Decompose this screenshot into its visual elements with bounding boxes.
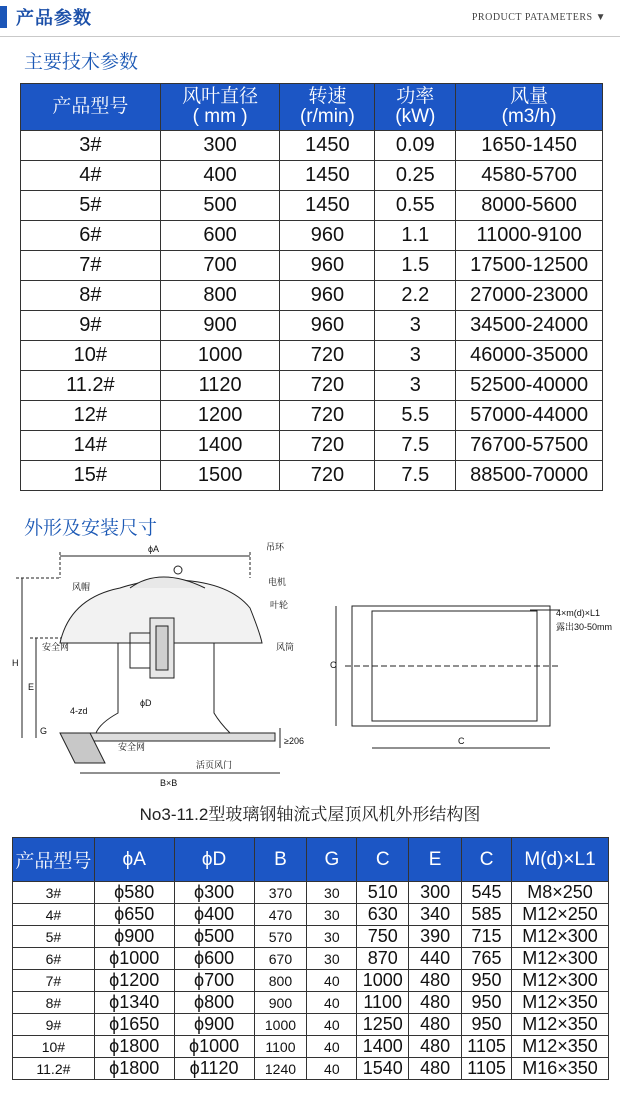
table-cell: M12×350 [512, 1014, 609, 1036]
table-cell: 11000-9100 [456, 221, 603, 251]
table-cell: 52500-40000 [456, 371, 603, 401]
table-row [13, 926, 609, 948]
table-cell: 4# [13, 904, 95, 926]
table-cell: 6# [21, 221, 161, 251]
table-cell: 800 [254, 970, 307, 992]
table-cell: 8000-5600 [456, 191, 603, 221]
table-row [13, 948, 609, 970]
table-cell: 400 [160, 161, 280, 191]
table-row [21, 311, 603, 341]
label-hood: 风帽 [72, 582, 91, 592]
table-cell: 1450 [280, 131, 375, 161]
table-cell: 88500-70000 [456, 461, 603, 491]
table2-header-cell: M(d)×L1 [512, 838, 609, 882]
table-cell: 670 [254, 948, 307, 970]
table-cell: ϕ800 [174, 992, 254, 1014]
label-phi-d: ϕD [140, 698, 152, 708]
table-cell: M12×300 [512, 948, 609, 970]
main-params-title: 主要技术参数 [24, 52, 139, 73]
table-cell: 720 [280, 371, 375, 401]
label-bxb: B×B [160, 778, 178, 788]
table-cell: 3# [13, 882, 95, 904]
table-cell: 6# [13, 948, 95, 970]
table1-header-line1: 风叶直径 [182, 86, 259, 107]
table-cell: 40 [307, 1058, 357, 1080]
table-cell: 0.09 [375, 131, 456, 161]
table-cell: 3 [375, 311, 456, 341]
table-cell: 7# [13, 970, 95, 992]
table-cell: 800 [160, 281, 280, 311]
table-row [13, 992, 609, 1014]
table-cell: 30 [307, 948, 357, 970]
table-cell: 300 [160, 131, 280, 161]
table-cell: 1500 [160, 461, 280, 491]
table1-header-row [21, 84, 603, 131]
label-phi-a: ϕA [148, 544, 160, 554]
label-safety-net: 安全网 [42, 642, 70, 652]
table-cell: 40 [307, 1036, 357, 1058]
table-cell: 3 [375, 341, 456, 371]
table-row [21, 161, 603, 191]
table-row [13, 882, 609, 904]
table1-header-line1: 转速 [308, 86, 347, 107]
table-cell: M16×350 [512, 1058, 609, 1080]
table-cell: 8# [13, 992, 95, 1014]
table-cell: 960 [280, 251, 375, 281]
table-row [21, 431, 603, 461]
table1-header-line2: (kW) [395, 106, 436, 127]
table-row [21, 191, 603, 221]
table-cell: 370 [254, 882, 307, 904]
table1-header-line1: 风量 [510, 86, 549, 107]
table-cell: 1200 [160, 401, 280, 431]
table-cell: 1240 [254, 1058, 307, 1080]
table-cell: 390 [409, 926, 462, 948]
table1-header-line1: 功率 [396, 86, 435, 107]
table-cell: 480 [409, 1014, 462, 1036]
table-cell: 630 [357, 904, 409, 926]
table-cell: M12×250 [512, 904, 609, 926]
table-cell: ϕ300 [174, 882, 254, 904]
label-c-vertical: C [330, 660, 337, 670]
table-cell: ϕ1000 [174, 1036, 254, 1058]
table-cell: 0.25 [375, 161, 456, 191]
table-cell: 1100 [357, 992, 409, 1014]
table-cell: 300 [409, 882, 462, 904]
table-cell: 1100 [254, 1036, 307, 1058]
label-h: H [12, 658, 19, 668]
table2-header-cell: G [307, 838, 357, 882]
table-cell: ϕ500 [174, 926, 254, 948]
table-cell: ϕ1650 [94, 1014, 174, 1036]
table-cell: M12×350 [512, 992, 609, 1014]
table-cell: 7.5 [375, 431, 456, 461]
table-cell: ϕ900 [94, 926, 174, 948]
table-cell: 2.2 [375, 281, 456, 311]
table-cell: 1400 [357, 1036, 409, 1058]
table-row [21, 131, 603, 161]
table1-header-line2: ( mm ) [192, 106, 248, 127]
table-cell: 40 [307, 1014, 357, 1036]
table-cell: 765 [462, 948, 512, 970]
table-cell: M12×300 [512, 970, 609, 992]
table-cell: 57000-44000 [456, 401, 603, 431]
table-row [21, 461, 603, 491]
table-cell: 570 [254, 926, 307, 948]
label-lifting-ring: 吊环 [266, 542, 285, 552]
table-cell: 545 [462, 882, 512, 904]
label-motor: 电机 [268, 577, 287, 587]
table2-header-cell: ϕD [174, 838, 254, 882]
table-cell: 1450 [280, 191, 375, 221]
table-cell: 10# [21, 341, 161, 371]
table-cell: 7# [21, 251, 161, 281]
table-cell: 960 [280, 221, 375, 251]
label-g: G [40, 726, 48, 736]
table1-header-line2: (m3/h) [501, 106, 557, 127]
table-cell: 4# [21, 161, 161, 191]
table-cell: 1650-1450 [456, 131, 603, 161]
table-cell: 1000 [160, 341, 280, 371]
table-cell: 470 [254, 904, 307, 926]
table-cell: 30 [307, 926, 357, 948]
table-cell: 30 [307, 904, 357, 926]
table-cell: 27000-23000 [456, 281, 603, 311]
header-accent-bar [0, 6, 7, 28]
label-e: E [28, 682, 35, 692]
table-cell: 900 [254, 992, 307, 1014]
table-cell: 1540 [357, 1058, 409, 1080]
table-cell: 10# [13, 1036, 95, 1058]
table-row [21, 251, 603, 281]
label-duct: 风筒 [276, 642, 295, 652]
table1-header-line2: (r/min) [299, 106, 355, 127]
table-cell: 5# [21, 191, 161, 221]
table-cell: 9# [21, 311, 161, 341]
table-row [13, 904, 609, 926]
table-cell: 720 [280, 431, 375, 461]
table-cell: 11.2# [13, 1058, 95, 1080]
table-cell: 585 [462, 904, 512, 926]
table-cell: 5# [13, 926, 95, 948]
fan-outline-drawing [0, 538, 620, 788]
table2-header-cell: E [409, 838, 462, 882]
table-cell: 30 [307, 882, 357, 904]
table-cell: 950 [462, 970, 512, 992]
table-cell: ϕ1200 [94, 970, 174, 992]
table-row [13, 1014, 609, 1036]
table2-header-row [13, 838, 609, 882]
table2-header-cell: C [357, 838, 409, 882]
table-cell: 40 [307, 970, 357, 992]
table-cell: 750 [357, 926, 409, 948]
table1-header-cell [280, 84, 375, 131]
table-cell: ϕ650 [94, 904, 174, 926]
label-bolt-holes: 4×m(d)×L1 [556, 608, 601, 618]
table-cell: ϕ700 [174, 970, 254, 992]
table-cell: M12×300 [512, 926, 609, 948]
table-cell: 5.5 [375, 401, 456, 431]
table-cell: ϕ400 [174, 904, 254, 926]
table-cell: 950 [462, 1014, 512, 1036]
table-cell: ϕ1800 [94, 1058, 174, 1080]
table-cell: 1120 [160, 371, 280, 401]
label-exposed: 露出30-50mm [556, 622, 613, 632]
drawing-caption: No3-11.2型玻璃钢轴流式屋顶风机外形结构图 [139, 805, 481, 824]
table-cell: 9# [13, 1014, 95, 1036]
label-holes: 4-zd [70, 706, 88, 716]
tech-params-table [20, 83, 603, 491]
header-title: 产品参数 [16, 8, 92, 28]
table-row [21, 371, 603, 401]
table1-header-cell [456, 84, 603, 131]
table-cell: 510 [357, 882, 409, 904]
table-cell: M12×350 [512, 1036, 609, 1058]
table-cell: 4580-5700 [456, 161, 603, 191]
table-cell: 1.5 [375, 251, 456, 281]
table-cell: ϕ1120 [174, 1058, 254, 1080]
table-cell: 15# [21, 461, 161, 491]
table-cell: 17500-12500 [456, 251, 603, 281]
table-cell: 340 [409, 904, 462, 926]
table2-header-cell: ϕA [94, 838, 174, 882]
table-cell: 1400 [160, 431, 280, 461]
table-cell: 34500-24000 [456, 311, 603, 341]
label-louver: 活页风门 [196, 760, 233, 770]
label-c-horizontal: C [458, 736, 465, 746]
table1-header-cell [160, 84, 280, 131]
table-cell: 7.5 [375, 461, 456, 491]
dimension-table [12, 837, 609, 1080]
table-row [13, 1036, 609, 1058]
table2-header-cell: C [462, 838, 512, 882]
table-cell: 720 [280, 401, 375, 431]
table-row [21, 281, 603, 311]
table-cell: 1450 [280, 161, 375, 191]
table-cell: 3 [375, 371, 456, 401]
table-cell: 870 [357, 948, 409, 970]
table2-header-cell: 产品型号 [13, 838, 95, 882]
table-row [13, 1058, 609, 1080]
table-cell: 440 [409, 948, 462, 970]
table-cell: 1105 [462, 1058, 512, 1080]
table-cell: 3# [21, 131, 161, 161]
table-cell: 600 [160, 221, 280, 251]
table-row [21, 401, 603, 431]
table-cell: 500 [160, 191, 280, 221]
table2-header-cell: B [254, 838, 307, 882]
table-cell: ϕ900 [174, 1014, 254, 1036]
label-safety-net-2: 安全网 [118, 742, 146, 752]
table-cell: 480 [409, 1036, 462, 1058]
table-row [13, 970, 609, 992]
table-cell: 1000 [254, 1014, 307, 1036]
section-header [0, 0, 620, 37]
table-cell: 1000 [357, 970, 409, 992]
table1-header-line1: 产品型号 [52, 96, 129, 117]
table-cell: 76700-57500 [456, 431, 603, 461]
table-cell: 1250 [357, 1014, 409, 1036]
table-cell: 700 [160, 251, 280, 281]
table-cell: 950 [462, 992, 512, 1014]
table-cell: 40 [307, 992, 357, 1014]
table-cell: ϕ1800 [94, 1036, 174, 1058]
table1-header-cell [21, 84, 161, 131]
table-cell: 715 [462, 926, 512, 948]
table-cell: 46000-35000 [456, 341, 603, 371]
table-cell: ϕ600 [174, 948, 254, 970]
table-cell: 8# [21, 281, 161, 311]
table-cell: 480 [409, 992, 462, 1014]
table-cell: 1105 [462, 1036, 512, 1058]
table-cell: ϕ1340 [94, 992, 174, 1014]
table-cell: 900 [160, 311, 280, 341]
table-cell: 11.2# [21, 371, 161, 401]
table-cell: 14# [21, 431, 161, 461]
table-row [21, 221, 603, 251]
table-cell: 12# [21, 401, 161, 431]
header-subtitle: PRODUCT PATAMETERS ▼ [471, 12, 606, 23]
table-row [21, 341, 603, 371]
table-cell: 960 [280, 281, 375, 311]
table1-header-cell [375, 84, 456, 131]
table-cell: ϕ580 [94, 882, 174, 904]
table-cell: 0.55 [375, 191, 456, 221]
label-dim-206: ≥206 [284, 736, 304, 746]
table-cell: 480 [409, 970, 462, 992]
table-cell: ϕ1000 [94, 948, 174, 970]
table-cell: 1.1 [375, 221, 456, 251]
table-cell: 480 [409, 1058, 462, 1080]
table-cell: 960 [280, 311, 375, 341]
dimensions-title: 外形及安装尺寸 [24, 518, 158, 539]
label-impeller: 叶轮 [270, 600, 289, 610]
table-cell: M8×250 [512, 882, 609, 904]
table-cell: 720 [280, 341, 375, 371]
table-cell: 720 [280, 461, 375, 491]
